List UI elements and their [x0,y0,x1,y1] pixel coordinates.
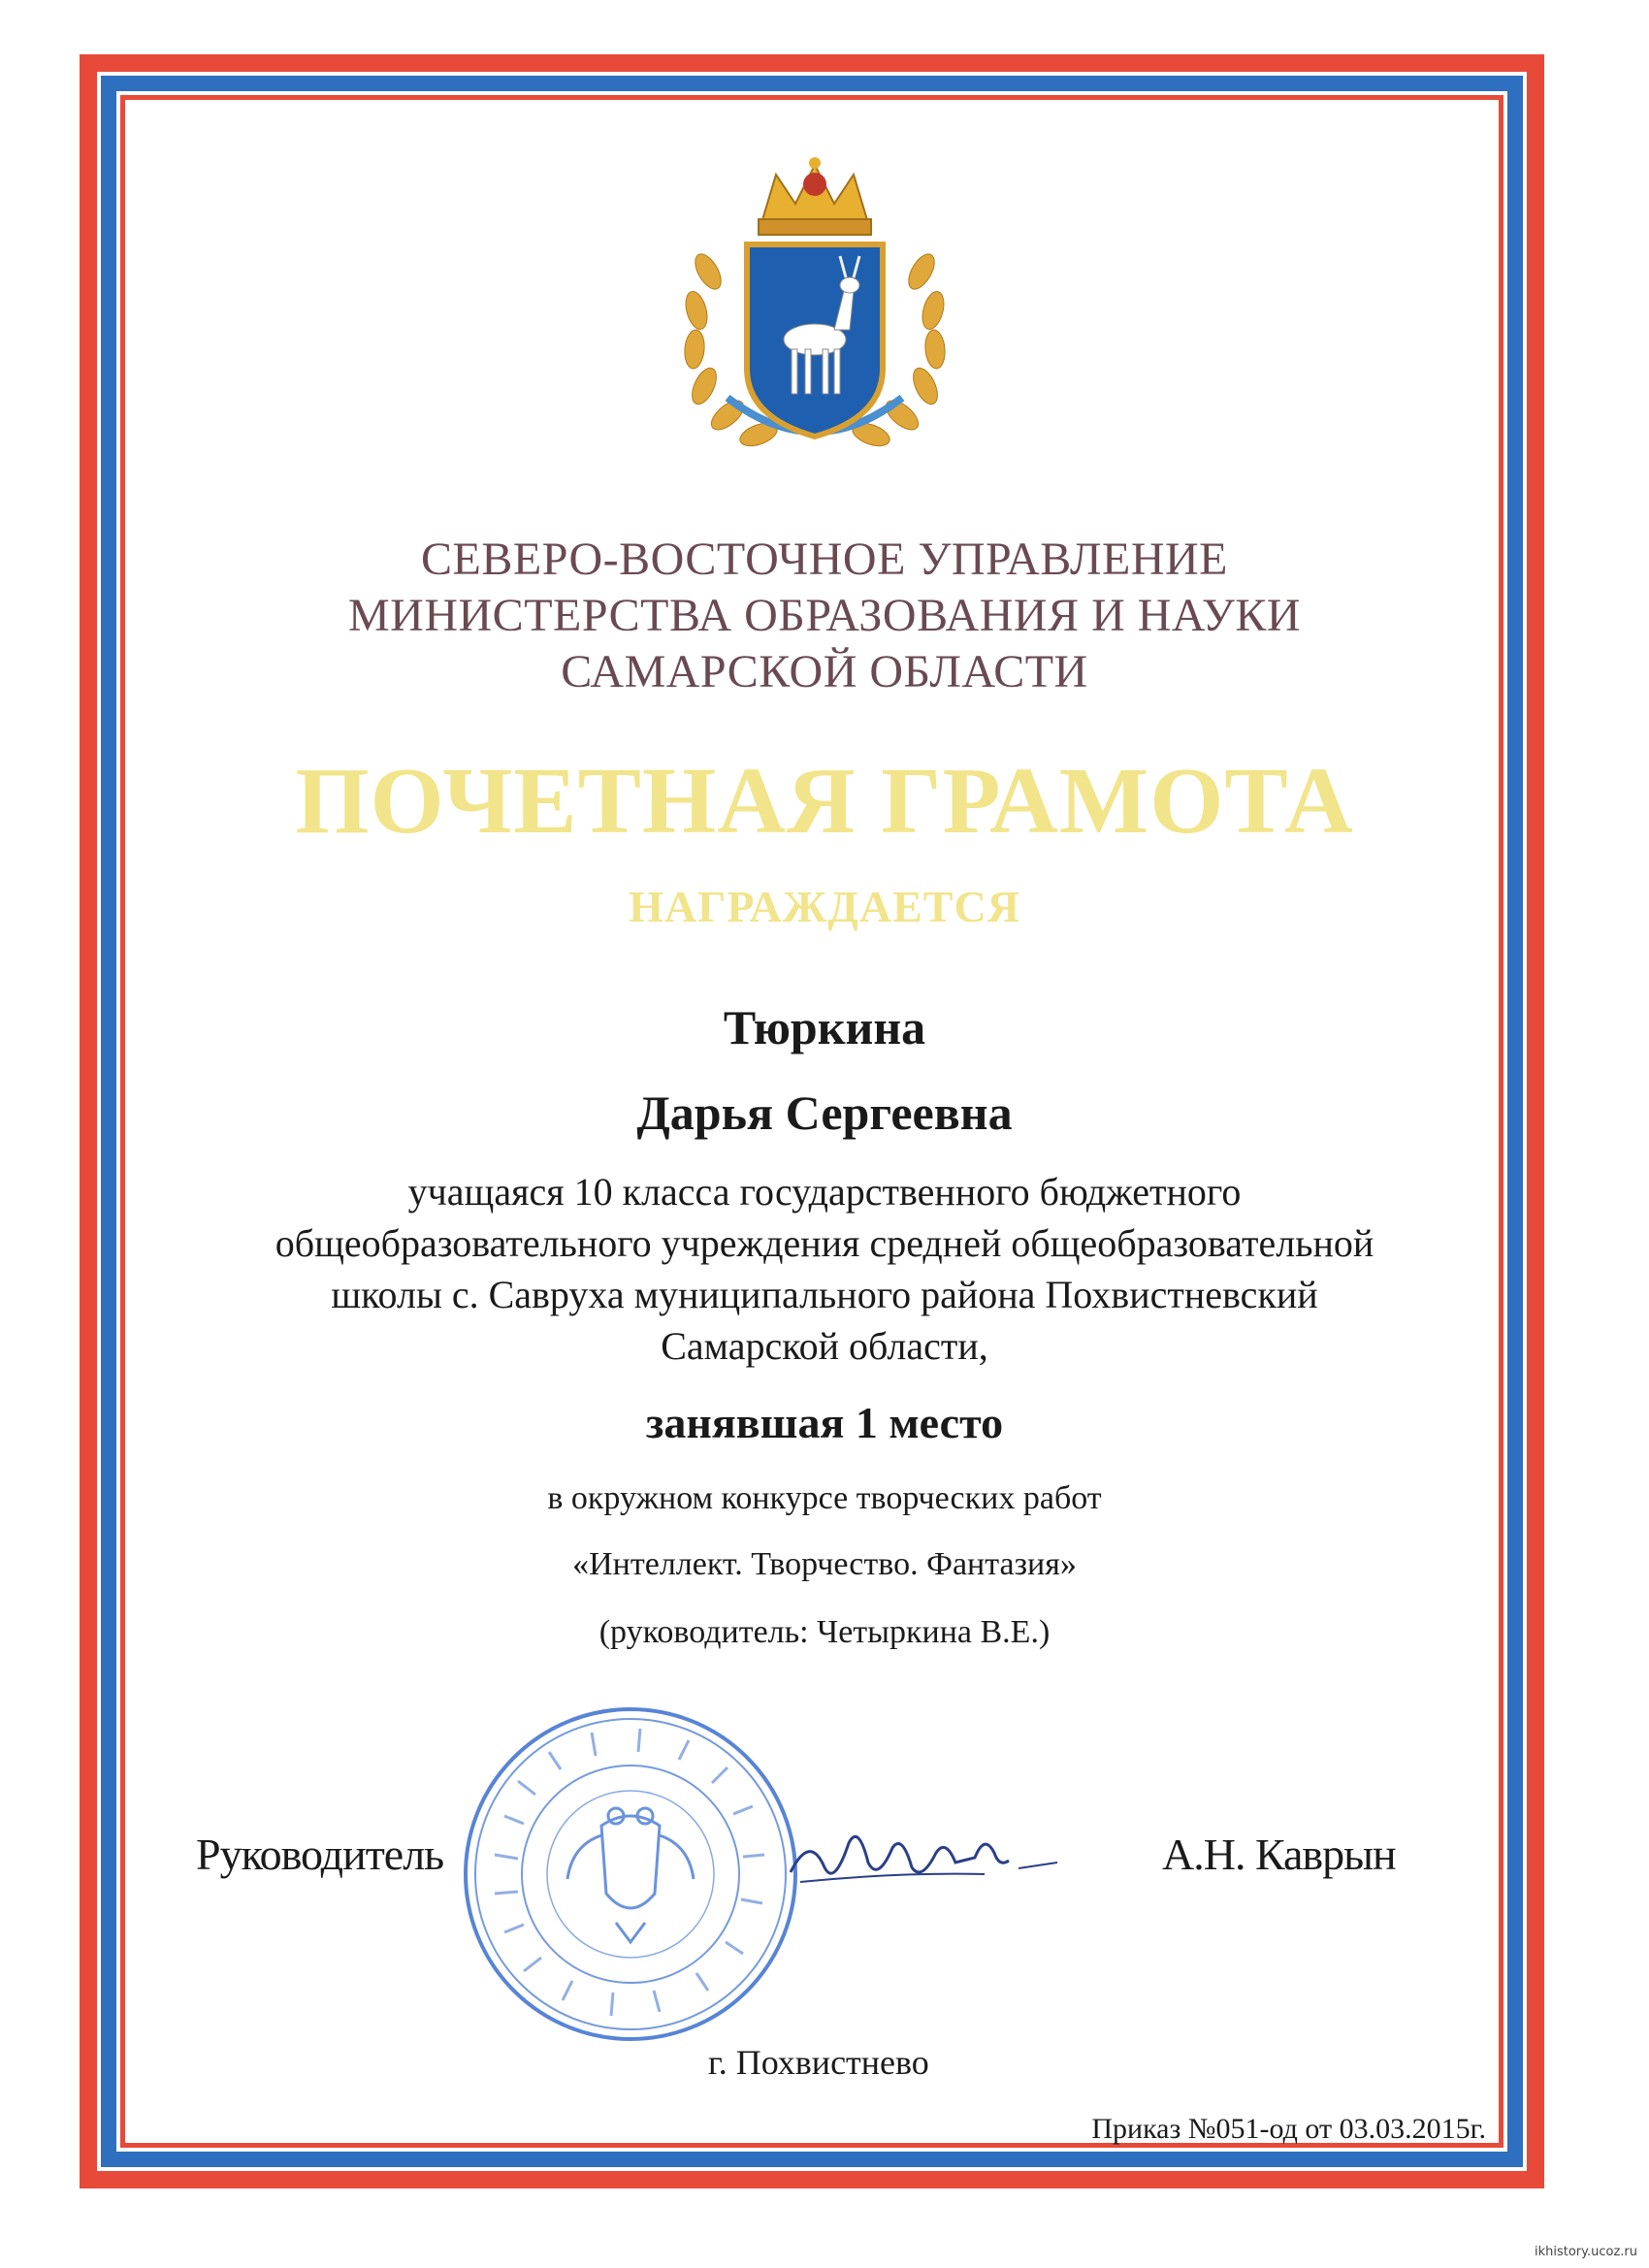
certificate-subtitle: НАГРАЖДАЕТСЯ [629,882,1020,931]
contest-name: «Интеллект. Творчество. Фантазия» [572,1546,1077,1582]
description-line-1: учащаяся 10 класса государственного бюджетного [407,1170,1242,1214]
description-line-2: общеобразовательного учреждения средней общеобразовательной [275,1221,1374,1265]
signatory-name: А.Н. Каврын [1162,1830,1396,1879]
description-line-3: школы с. Савруха муниципального района Похвистневский [331,1273,1318,1316]
watermark: ikhistory.ucoz.ru [1534,2245,1637,2259]
contest-supervisor: (руководитель: Четыркина В.Е.) [598,1614,1051,1650]
achievement-place: занявшая 1 место [645,1398,1004,1447]
header-line-3: САМАРСКОЙ ОБЛАСТИ [561,646,1088,697]
samara-coat-of-arms-icon [669,155,960,466]
recipient-surname: Тюркина [723,1000,926,1054]
contest-line-1: в окружном конкурсе творческих работ [547,1480,1102,1516]
handwritten-signature-icon [781,1814,1062,1901]
official-seal-icon [456,1700,805,2049]
recipient-given-names: Дарья Сергеевна [636,1085,1013,1140]
certificate-title: ПОЧЕТНАЯ ГРАМОТА [295,749,1354,854]
signature-label: Руководитель [196,1830,444,1879]
order-reference: Приказ №051-од от 03.03.2015г. [1091,2113,1486,2145]
header-line-1: СЕВЕРО-ВОСТОЧНОЕ УПРАВЛЕНИЕ [421,534,1228,585]
city: г. Похвистнево [708,2043,929,2082]
description-line-4: Самарской области, [661,1324,988,1368]
header-line-2: МИНИСТЕРСТВА ОБРАЗОВАНИЯ И НАУКИ [348,590,1301,641]
